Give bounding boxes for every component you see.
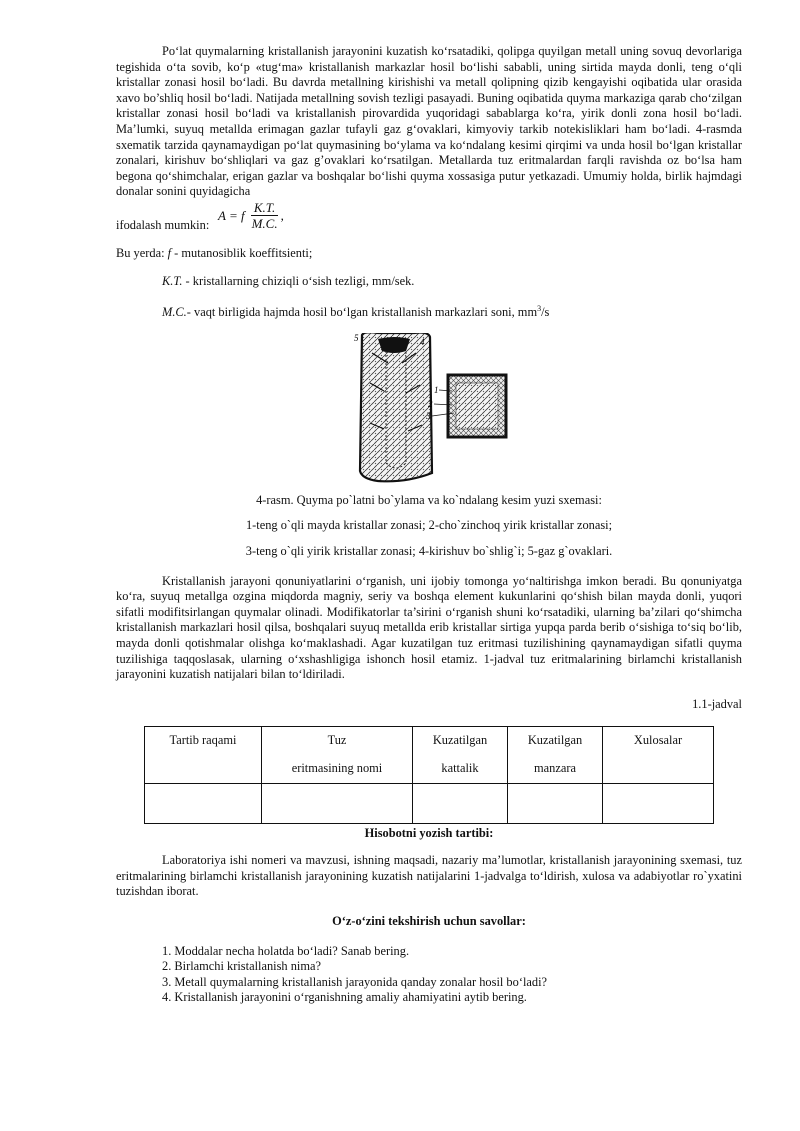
formula-lhs: A = f — [218, 208, 245, 224]
table-row — [145, 783, 714, 823]
figure-label-3: 3 — [426, 410, 431, 421]
results-table — [144, 726, 714, 823]
header-tartib: Tartib raqami — [145, 727, 262, 783]
definition-mc — [116, 301, 742, 321]
figure-legend-line-1: 1-teng o`qli mayda kristallar zonasi; 2-cho`zinchoq yirik kristallar zonasi; — [245, 518, 613, 533]
figure-caption: 4-rasm. Quyma po`latni bo`ylama va ko`ndalang kesim yuzi sxemasi: — [256, 492, 602, 507]
formula-fraction — [249, 200, 281, 231]
definition-mc-text: - vaqt birligida hajmda hosil bo‘lgan kristallanish markazlari soni, mm — [186, 305, 538, 320]
questions-heading: O‘z-o‘zini tekshirish uchun savollar: — [332, 913, 526, 928]
header-kattalik: Kuzatilgan kattalik — [413, 727, 508, 783]
header-tuz: Tuz eritmasining nomi — [262, 727, 413, 783]
header-manzara: Kuzatilgan manzara — [508, 727, 603, 783]
table-cell[interactable] — [413, 783, 508, 823]
table-label: 1.1-jadval — [692, 696, 742, 711]
definition-mc-symbol: M.C. — [162, 305, 187, 320]
formula-row — [116, 200, 742, 234]
question-item-3: 3. Metall quymalarning kristallanish jarayonida qanday zonalar hosil bo‘ladi? — [162, 974, 548, 989]
formula-numerator: K.T. — [251, 200, 278, 216]
results-table-wrap — [116, 726, 742, 823]
figure-label-2: 2 — [428, 398, 433, 409]
header-xulosalar: Xulosalar — [603, 727, 714, 783]
crystal-count-formula — [218, 200, 284, 232]
question-item-2: 2. Birlamchi kristallanish nima? — [162, 959, 321, 974]
figure-label-5: 5 — [354, 332, 359, 343]
definition-kt — [116, 274, 742, 290]
figure-label-1: 1 — [434, 384, 439, 395]
table-cell[interactable] — [145, 783, 262, 823]
intro-paragraph: Po‘lat quymalarning kristallanish jarayonini kuzatish ko‘rsatadiki, qolipga quyilgan metall uning sovuq devorlariga tegishida o‘ta sovib, ko‘p «tug‘ma» kristallanish markazlar hosil bo‘lishi sababli, uning sirtida mayda donli, teng o‘qli kristallar zonasi hosil bo‘ladi. Bu davrda metallning kirishishi va metall qolipning qizib kengayishi oqibatida ular orasida xavo bo’shliq hosil bo‘ladi. Natijada metallning sovish tezligi pasayadi. Buning oqibatida quyma markaziga qarab cho‘zilgan kristallar zonasi hosil bo‘ladi va kristallanish pirovardida yuqoridagi sabablarga ko‘ra, yirik donli zona hosil bo‘ladi. Ma’lumki, suyuq metallda erimagan gazlar tufayli gaz g‘ovaklari, kimyoviy tarkib notekisliklari ham bo‘ladi. 4-rasmda sxematik tarzida qaynamaydigan po‘lat quymasining bo‘ylama va ko‘ndalang kesimi qirqimi va unda hosil bo‘lgan kristallar zonalari, kirishuv bo‘shliqlari va gaz g’ovaklari ko‘rsatilgan. Metallarda tuz eritmalardan farqli ravishda oz bo‘lsa ham begona qo‘shimchalar, erigan gazlar va boshqalar bo‘lishi quyma xossasiga putur yetkazadi. Umumiy holda, birlik hajmdagi donalar sonini quyidagicha — [116, 44, 742, 199]
definition-mc-tail: /s — [541, 305, 550, 320]
report-heading: Hisobotni yozish tartibi: — [364, 825, 494, 840]
question-item-1: 1. Moddalar necha holatda bo‘ladi? Sanab bering. — [162, 943, 410, 958]
where-prefix: Bu yerda: — [116, 245, 168, 260]
document-page — [116, 44, 742, 1006]
table-cell[interactable] — [508, 783, 603, 823]
definition-kt-symbol: K.T. — [162, 273, 183, 288]
figure-label-4: 4 — [420, 336, 425, 347]
where-symbol: f — [167, 245, 172, 260]
where-line — [116, 246, 742, 262]
definition-kt-text: - kristallarning chiziqli o‘sish tezligi, mm/sek. — [182, 273, 415, 288]
transverse-section — [448, 375, 506, 437]
formula-denominator: M.C. — [251, 216, 278, 232]
ingot-section-figure — [116, 333, 742, 483]
ingot-schematic-image — [116, 333, 742, 483]
report-paragraph: Laboratoriya ishi nomeri va mavzusi, ishning maqsadi, nazariy ma’lumotlar, kristallanish jarayonining sxemasi, tuz eritmalarining birlamchi kristallanish jarayonining kuzatish natijalarini 1-jadvalga to‘ldirish, xulosa va adabiyotlar ro`yxatini tuzishdan iborat. — [116, 853, 742, 899]
definition-mc-sup: 3 — [537, 304, 542, 314]
longitudinal-section — [360, 333, 432, 481]
second-paragraph: Kristallanish jarayoni qonuniyatlarini o‘rganish, uni ijobiy tomonga yo‘naltirishga imkon beradi. Bu qonuniyatga ko‘ra, suyuq metallga ozgina miqdorda magniy, seriy va boshqa element kukunlarini qo‘shish bilan mayda donli, yuqori sifatli modifitsirlangan quymalar olinadi. Modifikatorlar ta’sirini o‘rganish shuni ko‘rsatadiki, ularning ba’zilari qo‘shimcha kristallanish markazlari hosil qilsa, boshqalari suyuq metallda erib kristallar sirtiga yupqa parda berib o‘sishiga to‘siq bo‘lib, mayda donli qotishmalar olishga ko‘maklashadi. Agar kuzatilgan tuz eritmasi tuzilishining qaynamaydigan sifatli quyma tuzilishiga taqqoslasak, ularning o‘xshashligiga ishonch hosil etamiz. 1-jadval tuz eritmalarining birlamchi kristallanish jarayonini kuzatish natijalari bilan to‘ldiriladi. — [116, 573, 742, 682]
figure-legend-line-2: 3-teng o`qli yirik kristallar zonasi; 4-kirishuv bo`shlig`i; 5-gaz g`ovaklari. — [245, 544, 613, 559]
formula-lead: ifodalash mumkin: — [116, 218, 210, 233]
table-cell[interactable] — [262, 783, 413, 823]
table-cell[interactable] — [603, 783, 714, 823]
formula-tail: , — [280, 208, 284, 224]
table-header-row — [145, 727, 714, 783]
where-text: - mutanosiblik koeffitsienti; — [171, 245, 313, 260]
questions-list — [116, 944, 742, 1006]
question-item-4: 4. Kristallanish jarayonini o‘rganishning amaliy ahamiyatini aytib bering. — [162, 990, 527, 1005]
